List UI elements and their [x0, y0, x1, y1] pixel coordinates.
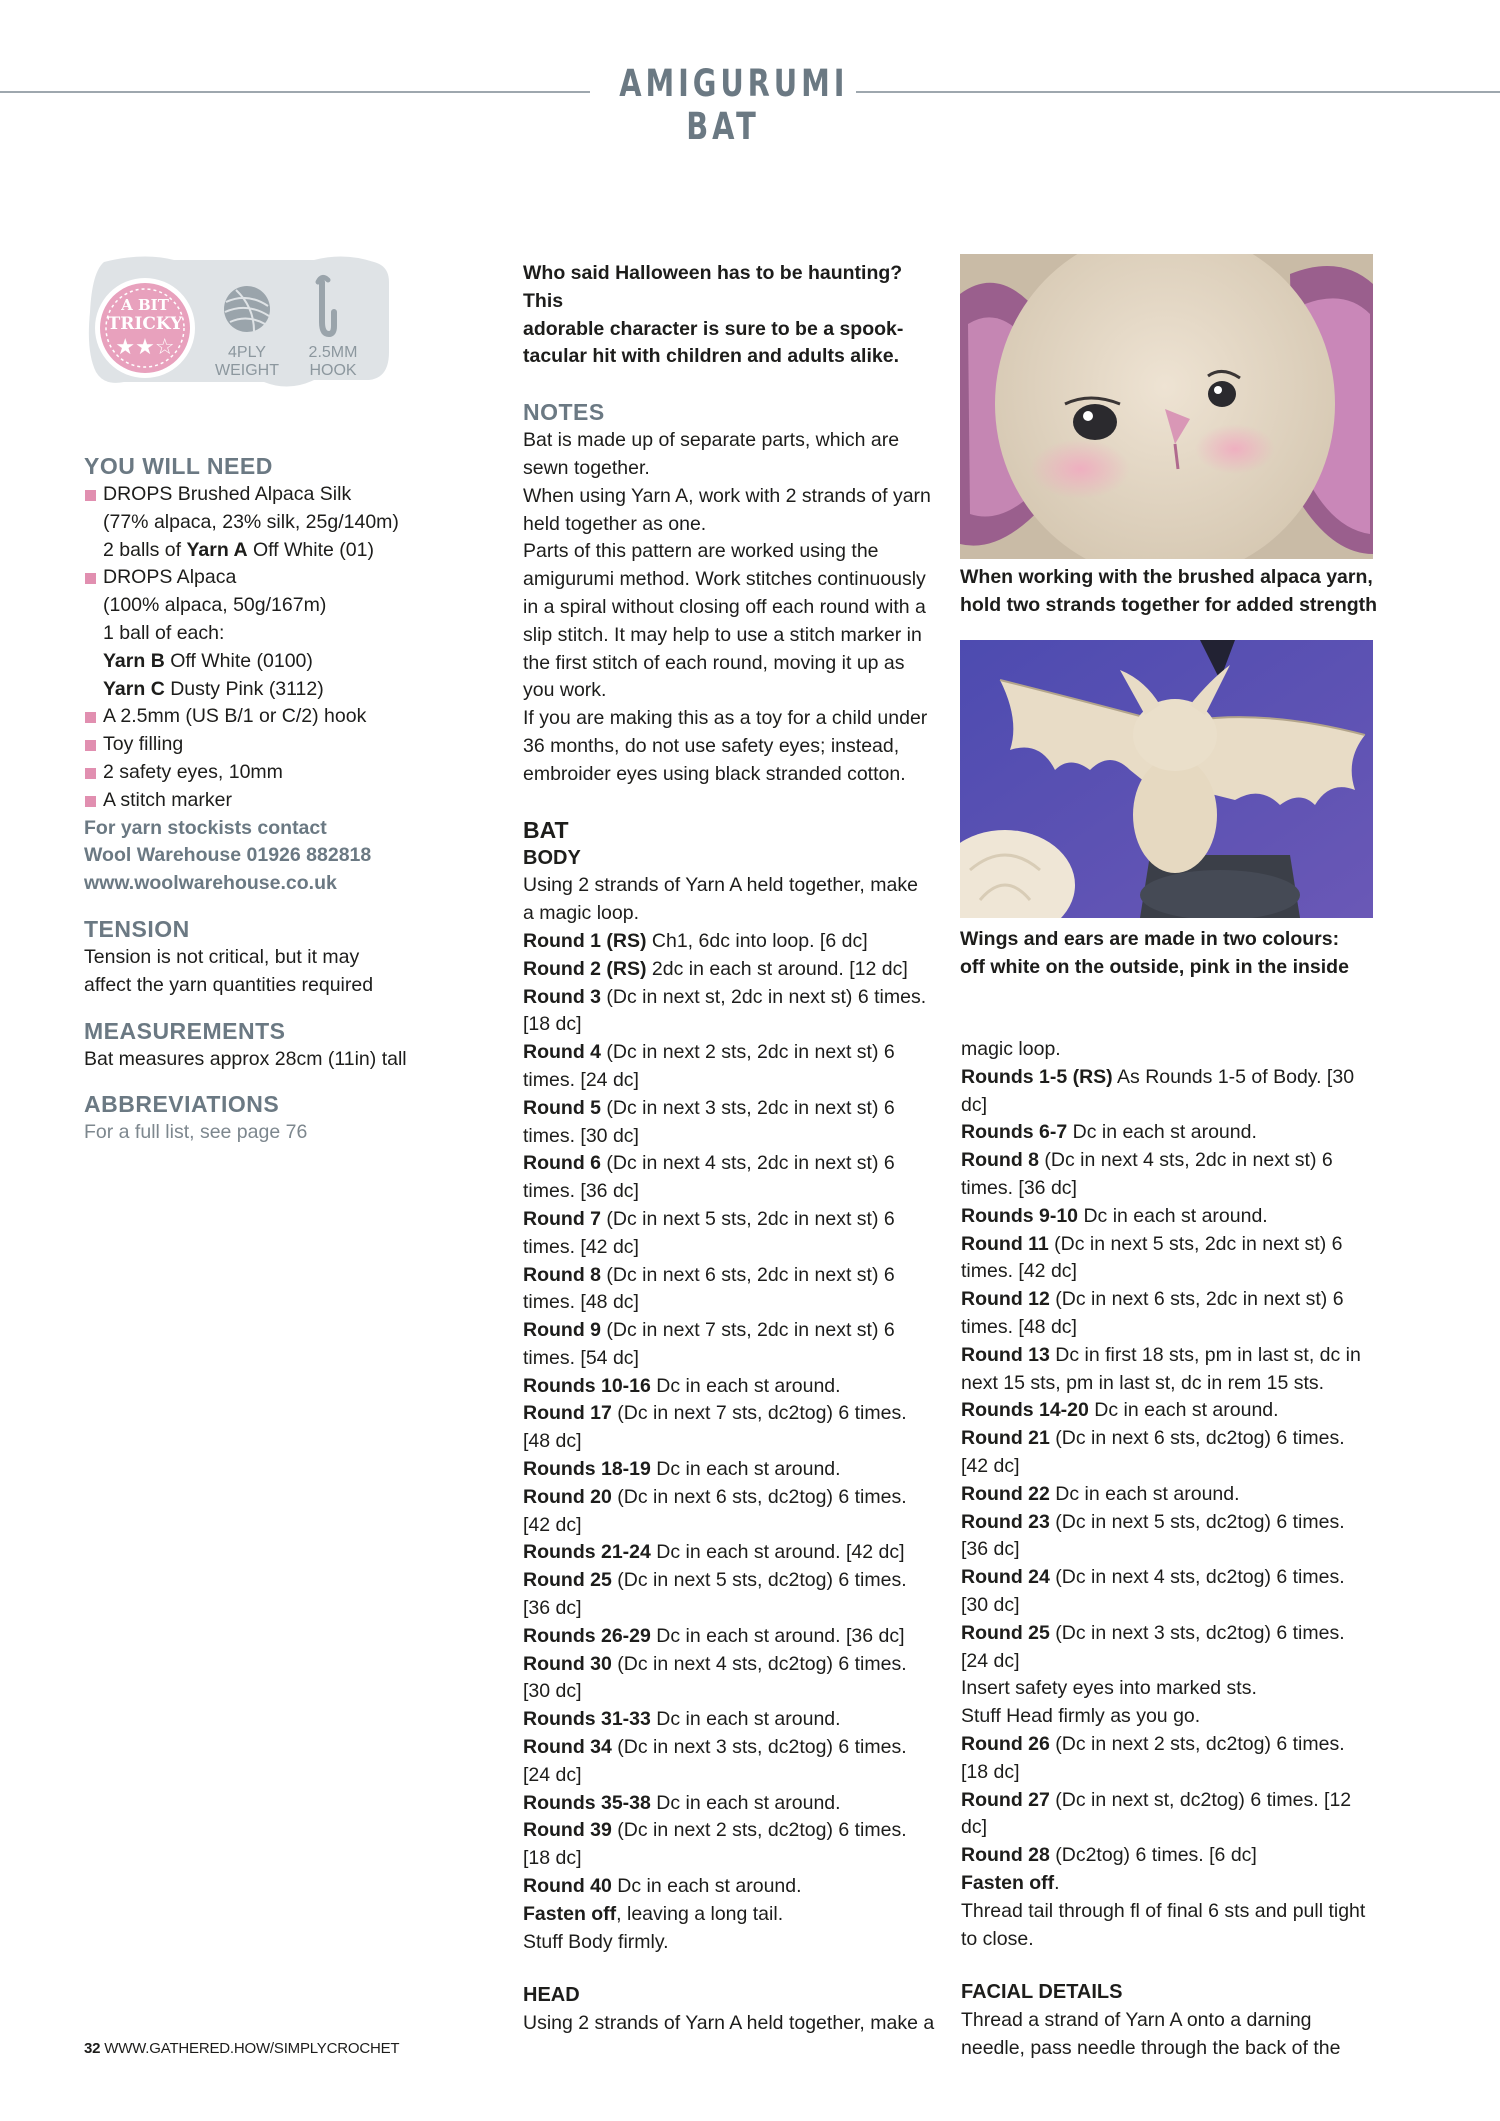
instruction-line [523, 1150, 943, 1178]
difficulty-badge [84, 252, 394, 392]
measurements-heading: MEASUREMENTS [84, 1017, 286, 1044]
facial-details-line: Thread a strand of Yarn A onto a darning [961, 2009, 1312, 2032]
instruction-line [523, 1428, 943, 1456]
round-instruction: [30 dc] [523, 1680, 582, 1703]
round-label: Round 2 (RS) [523, 957, 647, 980]
instruction-line [961, 1592, 1381, 1620]
round-instruction: (Dc in next 6 sts, dc2tog) 6 times. [611, 1485, 907, 1508]
instruction-line [961, 1064, 1381, 1120]
list-item-detail: (77% alpaca, 23% silk, 25g/140m) [103, 510, 399, 533]
yarn-label: Yarn C [103, 677, 165, 700]
round-instruction: next 15 sts, pm in last st, dc in rem 15 sts. [961, 1371, 1325, 1394]
page-title: AMIGURUMI BAT [619, 62, 849, 148]
round-label: Round 17 [523, 1402, 612, 1425]
round-instruction: times. [42 dc] [961, 1260, 1077, 1283]
round-label: Round 8 [961, 1149, 1039, 1172]
photo-caption-2 [960, 926, 1380, 982]
instruction-line [523, 956, 943, 984]
bat-head-photo [960, 254, 1373, 559]
instruction-line [523, 1539, 943, 1567]
instruction-line [523, 1845, 943, 1873]
round-label: Round 12 [961, 1288, 1050, 1311]
instruction-line [523, 1039, 943, 1067]
round-label: Rounds 14-20 [961, 1399, 1089, 1422]
instruction-line [961, 1286, 1381, 1314]
round-instruction: Dc in each st around. [1088, 1399, 1279, 1422]
instruction-line [523, 1123, 943, 1151]
instruction-line [523, 1929, 943, 1957]
list-item-detail: (100% alpaca, 50g/167m) [103, 594, 327, 617]
instruction-line [523, 872, 943, 900]
text-line: Parts of this pattern are worked using the [523, 540, 879, 563]
list-item: DROPS Brushed Alpaca Silk [84, 481, 414, 509]
tension-heading: TENSION [84, 915, 190, 942]
header-rule-right [856, 91, 1500, 93]
stockist-line: For yarn stockists contact [84, 816, 327, 839]
hook-size-value: 2.5MM [308, 344, 358, 361]
difficulty-line2: TRICKY [107, 314, 183, 334]
round-instruction: (Dc in next 7 sts, dc2tog) 6 times. [611, 1402, 907, 1425]
text-line: slip stitch. It may help to use a stitch marker in [523, 623, 922, 646]
round-label: Round 24 [961, 1566, 1050, 1589]
instruction-line [523, 1095, 943, 1123]
intro-paragraph [523, 260, 943, 371]
round-instruction: (Dc in next 3 sts, 2dc in next st) 6 [601, 1096, 895, 1119]
photo-caption-1 [960, 564, 1380, 620]
round-instruction: Insert safety eyes into marked sts. [961, 1677, 1257, 1700]
round-instruction: (Dc in next st, dc2tog) 6 times. [12 dc] [961, 1788, 1352, 1839]
instruction-line [961, 1759, 1381, 1787]
round-instruction: (Dc in next 2 sts, dc2tog) 6 times. [611, 1819, 907, 1842]
round-instruction: [24 dc] [523, 1763, 582, 1786]
text-line: in a spiral without closing off each round with a [523, 595, 926, 618]
instruction-line [523, 1678, 943, 1706]
instruction-line [523, 1567, 943, 1595]
intro-line: Who said Halloween has to be haunting? This [523, 262, 903, 312]
round-instruction: 2dc in each st around. [12 dc] [646, 957, 908, 980]
instruction-line [523, 1706, 943, 1734]
body-heading: BODY [523, 846, 581, 869]
round-instruction: Thread tail through fl of final 6 sts and pull tight [961, 1899, 1366, 1922]
instruction-line [523, 1595, 943, 1623]
round-instruction: times. [48 dc] [961, 1315, 1077, 1338]
round-instruction: times. [24 dc] [523, 1068, 639, 1091]
instruction-line [961, 1648, 1381, 1676]
round-instruction: [42 dc] [961, 1454, 1020, 1477]
instruction-line [523, 1206, 943, 1234]
round-instruction: (Dc in next 2 sts, dc2tog) 6 times. [1049, 1732, 1345, 1755]
footer-url[interactable]: WWW.GATHERED.HOW/SIMPLYCROCHET [104, 2040, 400, 2057]
instruction-line [523, 1067, 943, 1095]
round-label: Round 34 [523, 1736, 612, 1759]
round-instruction: times. [54 dc] [523, 1346, 639, 1369]
instruction-line [961, 1870, 1381, 1898]
round-label: Round 5 [523, 1096, 601, 1119]
text-line: held together as one. [523, 512, 707, 535]
round-instruction: [36 dc] [523, 1597, 582, 1620]
instruction-line [961, 1453, 1381, 1481]
text-line: amigurumi method. Work stitches continuously [523, 568, 926, 591]
list-item: Toy filling [84, 731, 414, 759]
instruction-line [523, 1178, 943, 1206]
round-label: Round 30 [523, 1652, 612, 1675]
round-label: Round 11 [961, 1232, 1049, 1255]
round-instruction: (Dc in next 3 sts, dc2tog) 6 times. [611, 1736, 907, 1759]
notes-text [523, 427, 943, 788]
caption-line: hold two strands together for added strength [960, 593, 1378, 616]
round-label: Rounds 10-16 [523, 1374, 651, 1397]
instruction-line [523, 1262, 943, 1290]
round-label: Round 3 [523, 985, 601, 1008]
hook-size-label [303, 344, 363, 380]
instruction-line [523, 1873, 943, 1901]
bat-full-illustration [960, 640, 1373, 918]
instruction-line [523, 1512, 943, 1540]
yarn-label: Yarn B [103, 649, 165, 672]
instruction-line [961, 1119, 1381, 1147]
round-label: Rounds 6-7 [961, 1121, 1068, 1144]
list-item: 2 safety eyes, 10mm [84, 759, 414, 787]
round-label: Round 23 [961, 1510, 1050, 1533]
body-instructions [523, 872, 943, 1956]
instruction-line [523, 984, 943, 1012]
round-label: Fasten off [961, 1871, 1055, 1894]
bat-head-illustration [960, 254, 1373, 559]
bat-full-photo [960, 640, 1373, 918]
round-instruction: Ch1, 6dc into loop. [6 dc] [646, 929, 868, 952]
round-instruction: (Dc in next 4 sts, 2dc in next st) 6 [601, 1152, 895, 1175]
instruction-line [961, 1536, 1381, 1564]
round-label: Round 25 [961, 1621, 1050, 1644]
round-label: Round 21 [961, 1427, 1050, 1450]
round-label: Round 39 [523, 1819, 612, 1842]
instruction-line [961, 1147, 1381, 1175]
round-instruction: Dc in each st around. [650, 1458, 841, 1481]
tension-text: affect the yarn quantities required [84, 973, 374, 996]
round-label: Round 6 [523, 1152, 601, 1175]
instruction-line [961, 1731, 1381, 1759]
round-label: Round 40 [523, 1875, 612, 1898]
round-instruction: (Dc in next 5 sts, dc2tog) 6 times. [611, 1569, 907, 1592]
round-instruction: times. [30 dc] [523, 1124, 639, 1147]
instruction-line [961, 1425, 1381, 1453]
instruction-line [961, 1675, 1381, 1703]
instruction-line [523, 1790, 943, 1818]
round-instruction: , leaving a long tail. [616, 1902, 784, 1925]
round-instruction: Dc in each st around. [650, 1374, 841, 1397]
round-label: Rounds 9-10 [961, 1204, 1079, 1227]
instruction-line [523, 1345, 943, 1373]
yarn-ball-icon [224, 286, 270, 332]
right-column-text [961, 1036, 1381, 2063]
round-label: Rounds 18-19 [523, 1458, 651, 1481]
round-instruction: [18 dc] [961, 1760, 1020, 1783]
instruction-line [961, 1787, 1381, 1843]
instruction-line [523, 1901, 943, 1929]
list-item-detail [84, 676, 414, 704]
instruction-line [961, 1314, 1381, 1342]
round-label: Round 25 [523, 1569, 612, 1592]
head-intro-line: Using 2 strands of Yarn A held together, make a [523, 2012, 935, 2035]
instruction-line [961, 1926, 1381, 1954]
abbreviations-text: For a full list, see page 76 [84, 1121, 308, 1144]
round-instruction: (Dc in next 2 sts, 2dc in next st) 6 [601, 1041, 895, 1064]
round-instruction: (Dc in next 4 sts, dc2tog) 6 times. [611, 1652, 907, 1675]
instruction-line [961, 1231, 1381, 1259]
round-instruction: [24 dc] [961, 1649, 1020, 1672]
instruction-line [523, 1623, 943, 1651]
round-instruction: . [1054, 1871, 1060, 1894]
intro-line: tacular hit with children and adults alike. [523, 345, 899, 368]
yarn-weight-caption: WEIGHT [215, 362, 279, 379]
round-instruction: As Rounds 1-5 of Body. [30 dc] [961, 1065, 1355, 1116]
list-item: A 2.5mm (US B/1 or C/2) hook [84, 703, 414, 731]
yarn-weight-label [212, 344, 282, 380]
round-label: Fasten off [523, 1902, 617, 1925]
instruction-line [961, 1036, 1381, 1064]
instruction-line [961, 1175, 1381, 1203]
instruction-line [523, 1456, 943, 1484]
caption-line: off white on the outside, pink in the inside [960, 955, 1349, 978]
round-instruction: magic loop. [961, 1038, 1061, 1060]
notes-heading: NOTES [523, 399, 605, 426]
instruction-line [523, 1317, 943, 1345]
hook-size-caption: HOOK [309, 362, 357, 379]
round-instruction: (Dc in next 6 sts, 2dc in next st) 6 [601, 1263, 895, 1286]
round-label: Round 1 (RS) [523, 929, 647, 952]
instruction-line [523, 900, 943, 928]
round-label: Rounds 31-33 [523, 1708, 651, 1731]
round-label: Round 20 [523, 1485, 612, 1508]
round-instruction: (Dc in next 5 sts, dc2tog) 6 times. [1049, 1510, 1345, 1533]
instruction-line [961, 1397, 1381, 1425]
middle-column [523, 260, 943, 2038]
text-line: the first stitch of each round, moving it up as [523, 651, 905, 674]
yarn-label: Yarn A [186, 538, 248, 561]
round-label: Round 13 [961, 1343, 1050, 1366]
instruction-line [523, 1011, 943, 1039]
round-instruction: [18 dc] [523, 1847, 582, 1870]
instruction-line [961, 1258, 1381, 1286]
round-label: Round 28 [961, 1844, 1050, 1867]
instruction-line [523, 1484, 943, 1512]
round-instruction: times. [48 dc] [523, 1291, 639, 1314]
tension-text: Tension is not critical, but it may [84, 945, 360, 968]
round-instruction: Dc in each st around. [42 dc] [650, 1541, 905, 1564]
instruction-line [523, 1289, 943, 1317]
round-label: Round 27 [961, 1788, 1050, 1811]
text-line: When using Yarn A, work with 2 strands of yarn [523, 484, 931, 507]
round-instruction: Dc in each st around. [611, 1875, 802, 1898]
page-number: 32 [84, 2040, 101, 2057]
instruction-line [961, 1842, 1381, 1870]
stockist-link[interactable]: www.woolwarehouse.co.uk [84, 872, 337, 895]
instruction-line [961, 1509, 1381, 1537]
instruction-line [961, 1703, 1381, 1731]
round-instruction: (Dc in next 4 sts, 2dc in next st) 6 [1039, 1149, 1333, 1172]
instruction-line [523, 1373, 943, 1401]
round-instruction: times. [36 dc] [523, 1180, 639, 1203]
round-instruction: to close. [961, 1927, 1034, 1950]
round-label: Round 9 [523, 1319, 601, 1342]
list-item-detail: 1 ball of each: [103, 621, 225, 644]
left-column [84, 451, 414, 1147]
facial-details-line: needle, pass needle through the back of the [961, 2036, 1341, 2059]
round-instruction: times. [36 dc] [961, 1176, 1077, 1199]
yarn-colour: Off White (01) [247, 538, 374, 561]
head-heading: HEAD [523, 1984, 580, 2007]
round-label: Rounds 1-5 (RS) [961, 1065, 1113, 1088]
round-label: Rounds 21-24 [523, 1541, 651, 1564]
qty-text: 2 balls of [103, 538, 187, 561]
round-instruction: [18 dc] [523, 1013, 582, 1036]
text-line: 36 months, do not use safety eyes; instead, [523, 734, 900, 757]
yarn-colour: Dusty Pink (3112) [164, 677, 324, 700]
difficulty-stars: ★★☆ [115, 335, 175, 360]
round-label: Round 4 [523, 1041, 601, 1064]
instruction-line [961, 1342, 1381, 1370]
instruction-line [961, 1898, 1381, 1926]
round-instruction: [30 dc] [961, 1593, 1020, 1616]
instruction-line [523, 1762, 943, 1790]
page-footer [84, 2040, 399, 2057]
round-label: Round 7 [523, 1207, 601, 1230]
round-instruction: (Dc2tog) 6 times. [6 dc] [1049, 1844, 1257, 1867]
round-instruction: (Dc in next 3 sts, dc2tog) 6 times. [1049, 1621, 1345, 1644]
caption-line: When working with the brushed alpaca yarn, [960, 566, 1373, 588]
round-instruction: (Dc in next 7 sts, 2dc in next st) 6 [601, 1319, 895, 1342]
round-label: Round 26 [961, 1732, 1050, 1755]
stockist-line: Wool Warehouse 01926 882818 [84, 844, 372, 867]
abbreviations-heading: ABBREVIATIONS [84, 1091, 280, 1118]
round-instruction: a magic loop. [523, 902, 639, 925]
intro-line: adorable character is sure to be a spook- [523, 317, 904, 340]
instruction-line [523, 1651, 943, 1679]
round-instruction: (Dc in next st, 2dc in next st) 6 times. [601, 985, 927, 1008]
text-line: sewn together. [523, 456, 650, 479]
instruction-line [523, 1400, 943, 1428]
round-instruction: Dc in each st around. [1049, 1482, 1240, 1505]
yarn-colour: Off White (0100) [164, 649, 313, 672]
difficulty-line1: A BIT [121, 296, 169, 314]
instruction-line [961, 1620, 1381, 1648]
round-instruction: (Dc in next 6 sts, 2dc in next st) 6 [1049, 1288, 1344, 1311]
header-rule-left [0, 91, 590, 93]
list-item-detail [84, 537, 414, 565]
round-label: Round 22 [961, 1482, 1050, 1505]
text-line: If you are making this as a toy for a child under [523, 707, 928, 730]
round-instruction: Dc in each st around. [1067, 1121, 1257, 1144]
instruction-line [523, 1234, 943, 1262]
list-item: A stitch marker [84, 787, 414, 815]
text-line: Bat is made up of separate parts, which are [523, 429, 900, 452]
list-item-detail [84, 648, 414, 676]
round-instruction: [48 dc] [523, 1430, 582, 1453]
yarn-weight-value: 4PLY [228, 344, 266, 361]
instruction-line [523, 1817, 943, 1845]
text-line: embroider eyes using black stranded cotton. [523, 762, 906, 785]
instruction-line [961, 1481, 1381, 1509]
instruction-line [523, 928, 943, 956]
round-instruction: Using 2 strands of Yarn A held together, make [523, 874, 918, 897]
round-label: Rounds 26-29 [523, 1624, 651, 1647]
round-instruction: (Dc in next 6 sts, dc2tog) 6 times. [1049, 1427, 1345, 1450]
round-instruction: times. [42 dc] [523, 1235, 639, 1258]
caption-line: Wings and ears are made in two colours: [960, 928, 1340, 950]
you-will-need-heading: YOU WILL NEED [84, 453, 273, 479]
round-instruction: Dc in first 18 sts, pm in last st, dc in [1049, 1343, 1361, 1366]
round-instruction: (Dc in next 4 sts, dc2tog) 6 times. [1049, 1566, 1345, 1589]
text-line: you work. [523, 679, 607, 702]
round-instruction: Stuff Head firmly as you go. [961, 1705, 1201, 1728]
round-instruction: [42 dc] [523, 1513, 582, 1536]
instruction-line [961, 1564, 1381, 1592]
facial-details-heading: FACIAL DETAILS [961, 1981, 1123, 2004]
bat-heading: BAT [523, 816, 569, 843]
list-item: DROPS Alpaca [84, 564, 414, 592]
round-label: Rounds 35-38 [523, 1791, 651, 1814]
round-instruction: [36 dc] [961, 1538, 1020, 1561]
instruction-line [523, 1734, 943, 1762]
round-instruction: Dc in each st around. [650, 1791, 841, 1814]
round-instruction: Stuff Body firmly. [523, 1930, 669, 1953]
instruction-line [961, 1370, 1381, 1398]
round-label: Round 8 [523, 1263, 601, 1286]
instruction-line [961, 1203, 1381, 1231]
round-instruction: Dc in each st around. [650, 1708, 841, 1731]
round-instruction: Dc in each st around. [1078, 1204, 1268, 1227]
head-instructions [961, 1036, 1381, 1953]
round-instruction: (Dc in next 5 sts, 2dc in next st) 6 [601, 1207, 895, 1230]
round-instruction: (Dc in next 5 sts, 2dc in next st) 6 [1048, 1232, 1343, 1255]
measurements-text: Bat measures approx 28cm (11in) tall [84, 1047, 407, 1070]
round-instruction: Dc in each st around. [36 dc] [650, 1624, 905, 1647]
